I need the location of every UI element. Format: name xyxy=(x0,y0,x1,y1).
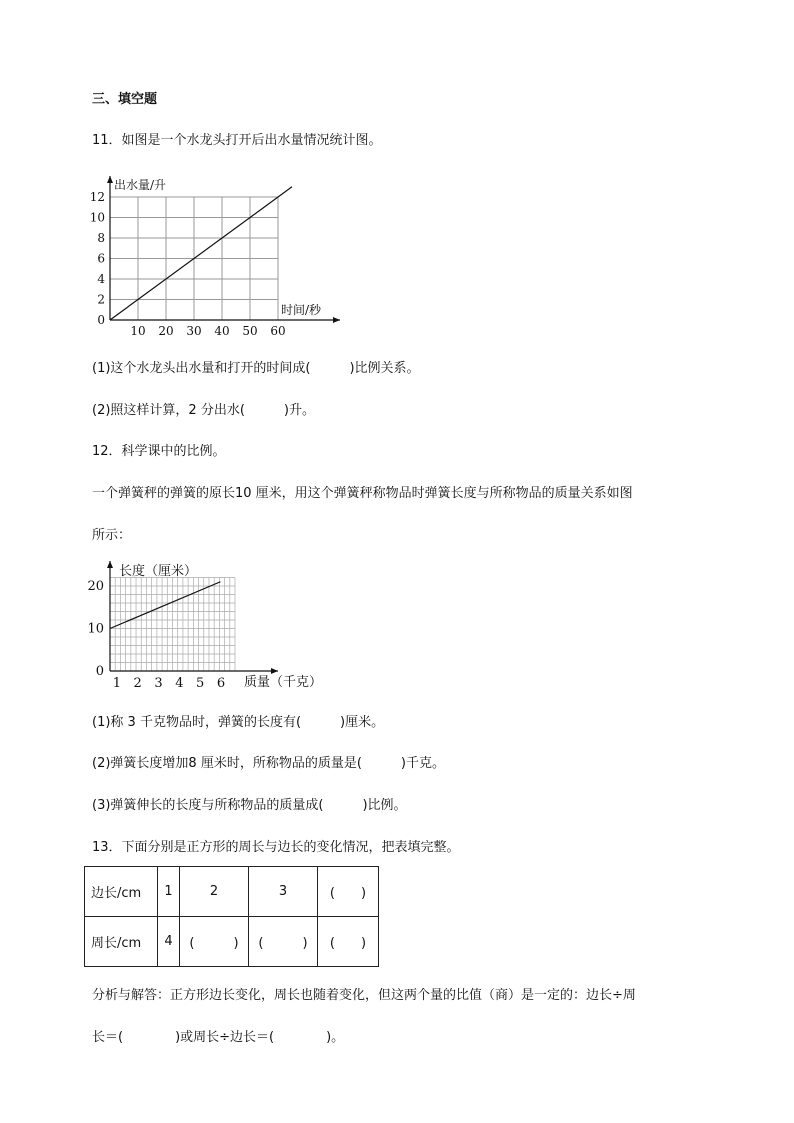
q11-stem: 11．如图是一个水龙头打开后出水量情况统计图。 xyxy=(92,133,382,148)
x-tick-label: 6 xyxy=(216,676,226,691)
x-tick-label: 5 xyxy=(196,676,205,691)
x-axis-arrow xyxy=(333,317,340,323)
q12-desc-line1: 一个弹簧秤的弹簧的原长10 厘米，用这个弹簧秤称物品时弹簧长度与所称物品的质量关系如图 xyxy=(92,486,633,501)
y-tick-label: 12 xyxy=(89,190,105,204)
y-tick-label: 10 xyxy=(89,210,105,225)
y-tick-label: 6 xyxy=(97,251,105,266)
table-cell: 边长/cm xyxy=(85,867,158,917)
section-title: 三、填空题 xyxy=(92,92,158,107)
q12-part2: (2)弹簧长度增加8 厘米时，所称物品的质量是( )千克。 xyxy=(92,756,445,771)
y-tick-label: 20 xyxy=(87,579,104,594)
y-tick-label: 0 xyxy=(95,664,104,679)
x-tick-label: 60 xyxy=(270,324,286,338)
x-tick-label: 4 xyxy=(175,676,184,691)
chart1-series xyxy=(110,187,292,320)
table-cell[interactable]: ( ) xyxy=(318,867,379,917)
x-tick-label: 30 xyxy=(186,324,202,338)
x-tick-label: 3 xyxy=(154,676,163,691)
q12-desc-line2: 所示： xyxy=(92,528,132,543)
y-tick-label: 10 xyxy=(87,621,104,637)
y-axis-arrow xyxy=(107,176,113,183)
chart2-xlabel: 质量（千克） xyxy=(244,675,323,690)
table-cell: 4 xyxy=(158,917,180,967)
table-row xyxy=(85,917,379,967)
q11-part1: (1)这个水龙头出水量和打开的时间成( )比例关系。 xyxy=(92,361,420,376)
y-tick-label: 8 xyxy=(97,231,105,245)
y-tick-label: 2 xyxy=(97,292,105,307)
x-tick-label: 10 xyxy=(130,324,146,338)
x-tick-label: 1 xyxy=(112,676,121,691)
x-tick-label: 20 xyxy=(158,324,174,338)
chart2-ylabel: 长度（厘米） xyxy=(119,564,198,579)
x-tick-label: 50 xyxy=(242,324,258,338)
x-tick-label: 40 xyxy=(214,324,230,338)
q13-stem: 13．下面分别是正方形的周长与边长的变化情况，把表填完整。 xyxy=(92,840,460,855)
chart2-grid xyxy=(110,578,235,672)
q11-part2: (2)照这样计算，2 分出水( )升。 xyxy=(92,403,315,418)
table-cell: 2 xyxy=(180,867,249,917)
q13-analysis-line1: 分析与解答：正方形边长变化，周长也随着变化，但这两个量的比值（商）是一定的：边长÷周 xyxy=(92,988,636,1003)
x-tick-label: 2 xyxy=(133,676,142,691)
table-row xyxy=(85,867,379,917)
y-tick-label: 0 xyxy=(97,313,105,327)
q12-stem: 12．科学课中的比例。 xyxy=(92,444,226,459)
chart2-ticks xyxy=(87,579,225,691)
chart1-axes xyxy=(107,176,340,323)
chart1-xlabel: 时间/秒 xyxy=(281,303,322,317)
table-cell[interactable]: ( ) xyxy=(249,917,318,967)
q12-part3: (3)弹簧伸长的长度与所称物品的质量成( )比例。 xyxy=(92,798,407,813)
table-cell: 3 xyxy=(249,867,318,917)
series-line xyxy=(110,187,292,320)
q12-part1: (1)称 3 千克物品时，弹簧的长度有( )厘米。 xyxy=(92,715,385,730)
chart-spring-length xyxy=(84,555,354,695)
table-cell: 周长/cm xyxy=(85,917,158,967)
square-table xyxy=(84,866,379,967)
chart-water-output xyxy=(84,170,354,340)
chart1-ylabel: 出水量/升 xyxy=(114,178,167,192)
y-axis-arrow xyxy=(107,561,113,568)
y-tick-label: 4 xyxy=(97,272,105,286)
x-axis-arrow xyxy=(271,668,278,674)
q13-analysis-line2: 长＝( )或周长÷边长＝( )。 xyxy=(92,1030,345,1045)
table-cell: 1 xyxy=(158,867,180,917)
table-cell[interactable]: ( ) xyxy=(180,917,249,967)
table-cell[interactable]: ( ) xyxy=(318,917,379,967)
